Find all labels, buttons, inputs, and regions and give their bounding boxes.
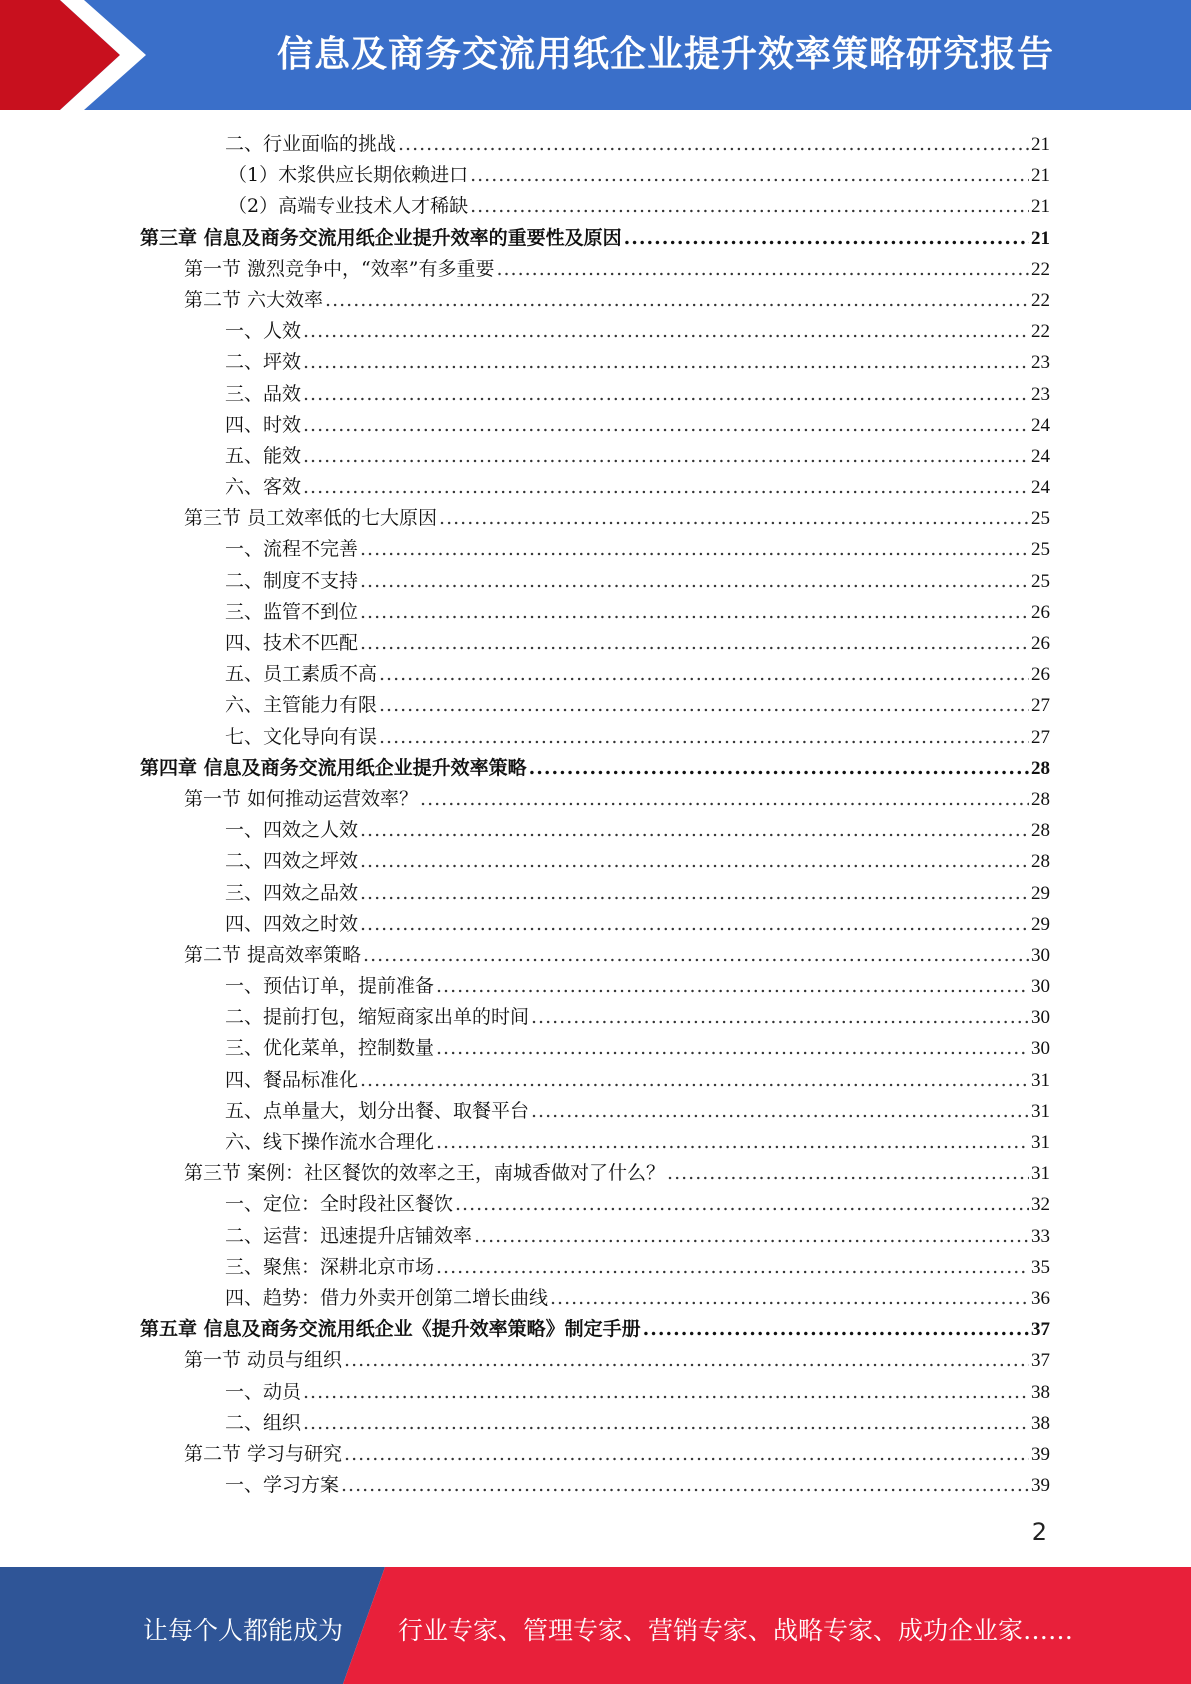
- toc-entry-page: 27: [1031, 695, 1050, 717]
- toc-entry-page: 39: [1031, 1443, 1050, 1465]
- header-banner: [0, 0, 1191, 110]
- toc-entry[interactable]: [140, 597, 1050, 628]
- toc-dot-leader: [531, 1096, 1029, 1127]
- toc-entry-page: 31: [1031, 1100, 1050, 1122]
- toc-dot-leader: [344, 1345, 1029, 1376]
- toc-entry-page: 37: [1031, 1350, 1050, 1372]
- toc-entry-page: 28: [1031, 788, 1050, 810]
- toc-entry-title: 五、能效: [225, 444, 302, 467]
- toc-entry-title: 三、聚焦：深耕北京市场: [225, 1255, 435, 1278]
- toc-dot-leader: [470, 160, 1029, 191]
- toc-entry-page: 28: [1031, 851, 1050, 873]
- toc-entry[interactable]: [140, 1096, 1050, 1127]
- toc-entry-page: 31: [1031, 1132, 1050, 1153]
- table-of-contents: [140, 129, 1050, 1501]
- toc-entry-page: 25: [1031, 539, 1050, 561]
- toc-dot-leader: [436, 1127, 1029, 1158]
- toc-entry-title: 第二节 学习与研究: [184, 1442, 343, 1465]
- toc-entry[interactable]: [140, 846, 1050, 877]
- toc-entry[interactable]: [140, 940, 1050, 971]
- toc-dot-leader: [529, 753, 1029, 784]
- toc-entry-title: 第一节 激烈竞争中，“效率”有多重要: [184, 257, 495, 280]
- toc-entry[interactable]: [140, 1345, 1050, 1376]
- toc-entry-page: 30: [1031, 944, 1050, 966]
- toc-entry-title: 四、四效之时效: [225, 912, 359, 935]
- toc-entry-title: 第一节 如何推动运营效率？: [184, 787, 419, 810]
- toc-dot-leader: [531, 1002, 1029, 1033]
- toc-dot-leader: [303, 472, 1029, 503]
- toc-entry-page: 25: [1031, 570, 1050, 592]
- footer-slogan-right: 行业专家、管理专家、营销专家、战略专家、成功企业家……: [398, 1616, 1074, 1645]
- toc-entry-page: 36: [1031, 1287, 1050, 1309]
- toc-entry[interactable]: [140, 971, 1050, 1002]
- toc-entry[interactable]: [140, 1283, 1050, 1314]
- toc-dot-leader: [360, 1065, 1029, 1096]
- toc-dot-leader: [360, 534, 1029, 565]
- toc-entry[interactable]: [140, 1408, 1050, 1439]
- toc-dot-leader: [303, 410, 1029, 441]
- toc-dot-leader: [303, 1408, 1029, 1439]
- toc-entry-page: 21: [1031, 165, 1050, 187]
- document-title: 信息及商务交流用纸企业提升效率策略研究报告: [276, 34, 1054, 75]
- toc-dot-leader: [325, 285, 1029, 316]
- toc-entry-title: 四、餐品标准化: [225, 1068, 359, 1091]
- toc-entry[interactable]: [140, 503, 1050, 534]
- toc-dot-leader: [379, 659, 1029, 690]
- toc-entry-title: 一、四效之人效: [225, 819, 359, 842]
- toc-entry[interactable]: [140, 566, 1050, 597]
- toc-dot-leader: [363, 940, 1029, 971]
- toc-entry[interactable]: [140, 254, 1050, 285]
- toc-entry[interactable]: [140, 316, 1050, 347]
- toc-entry-title: 第四章 信息及商务交流用纸企业提升效率策略: [140, 756, 527, 779]
- toc-entry-page: 29: [1031, 882, 1050, 904]
- toc-entry[interactable]: [140, 1065, 1050, 1096]
- toc-entry-page: 23: [1031, 383, 1050, 405]
- toc-entry-page: 21: [1031, 227, 1050, 249]
- toc-entry[interactable]: [140, 1470, 1050, 1501]
- toc-dot-leader: [360, 878, 1029, 909]
- toc-entry[interactable]: [140, 1127, 1050, 1158]
- toc-dot-leader: [436, 1252, 1029, 1283]
- toc-entry[interactable]: [140, 753, 1050, 784]
- toc-entry[interactable]: [140, 1158, 1050, 1189]
- toc-entry-page: 27: [1031, 726, 1050, 748]
- toc-entry-page: 35: [1031, 1256, 1050, 1278]
- toc-entry-title: 三、品效: [225, 382, 302, 405]
- toc-entry-page: 26: [1031, 664, 1050, 686]
- toc-entry[interactable]: [140, 1314, 1050, 1345]
- toc-dot-leader: [360, 815, 1029, 846]
- toc-entry-page: 30: [1031, 1007, 1050, 1029]
- footer-slogan-left: 让每个人都能成为: [143, 1616, 344, 1645]
- toc-entry-page: 24: [1031, 414, 1050, 436]
- toc-entry-page: 39: [1031, 1475, 1050, 1497]
- toc-entry-page: 24: [1031, 445, 1050, 467]
- toc-entry-title: 第三节 员工效率低的七大原因: [184, 507, 438, 530]
- toc-entry-title: 六、客效: [225, 476, 302, 499]
- toc-entry[interactable]: [140, 285, 1050, 316]
- toc-entry[interactable]: [140, 784, 1050, 815]
- toc-entry-title: 第二节 提高效率策略: [184, 943, 362, 966]
- toc-entry-title: 五、点单量大，划分出餐、取餐平台: [225, 1099, 530, 1122]
- toc-entry-page: 31: [1031, 1069, 1050, 1091]
- toc-entry-page: 23: [1031, 352, 1050, 374]
- toc-entry-page: 28: [1031, 757, 1050, 779]
- toc-entry[interactable]: [140, 1002, 1050, 1033]
- toc-entry-title: 二、坪效: [225, 351, 302, 374]
- toc-dot-leader: [436, 1033, 1029, 1064]
- toc-dot-leader: [360, 566, 1029, 597]
- toc-entry-page: 30: [1031, 976, 1050, 998]
- toc-dot-leader: [455, 1189, 1029, 1220]
- toc-dot-leader: [436, 971, 1029, 1002]
- toc-entry[interactable]: [140, 347, 1050, 378]
- toc-entry[interactable]: [140, 1221, 1050, 1252]
- toc-entry-title: 三、监管不到位: [225, 600, 359, 623]
- toc-entry-page: 29: [1031, 913, 1050, 935]
- toc-entry-page: 24: [1031, 477, 1050, 499]
- toc-entry-title: 一、定位：全时段社区餐饮: [225, 1193, 454, 1216]
- toc-entry-title: 二、组织: [225, 1411, 302, 1434]
- toc-entry-title: 二、四效之坪效: [225, 850, 359, 873]
- toc-entry-page: 22: [1031, 289, 1050, 311]
- toc-entry[interactable]: [140, 160, 1050, 191]
- toc-entry-page: 38: [1031, 1381, 1050, 1403]
- toc-entry[interactable]: [140, 1252, 1050, 1283]
- toc-entry-title: 一、人效: [225, 320, 302, 343]
- toc-entry-page: 28: [1031, 820, 1050, 842]
- toc-entry-page: 38: [1031, 1412, 1050, 1434]
- toc-dot-leader: [360, 846, 1029, 877]
- toc-dot-leader: [303, 379, 1029, 410]
- toc-dot-leader: [303, 1377, 1029, 1408]
- toc-dot-leader: [474, 1221, 1029, 1252]
- toc-dot-leader: [360, 597, 1029, 628]
- toc-entry-title: 第一节 动员与组织: [184, 1349, 343, 1372]
- toc-entry-title: 三、四效之品效: [225, 881, 359, 904]
- toc-dot-leader: [303, 347, 1029, 378]
- toc-entry-page: 22: [1031, 258, 1050, 280]
- toc-entry-page: 26: [1031, 633, 1050, 654]
- toc-dot-leader: [379, 722, 1029, 753]
- toc-entry-title: 五、员工素质不高: [225, 663, 378, 686]
- toc-entry-page: 37: [1031, 1319, 1050, 1341]
- toc-entry[interactable]: [140, 472, 1050, 503]
- toc-entry-title: 三、优化菜单，控制数量: [225, 1037, 435, 1060]
- toc-entry-title: 四、技术不匹配: [225, 632, 359, 654]
- toc-entry[interactable]: [140, 410, 1050, 441]
- toc-dot-leader: [303, 316, 1029, 347]
- toc-dot-leader: [341, 1470, 1029, 1501]
- toc-entry-title: 一、流程不完善: [225, 538, 359, 561]
- toc-dot-leader: [420, 784, 1029, 815]
- toc-dot-leader: [624, 223, 1029, 254]
- toc-dot-leader: [550, 1283, 1029, 1314]
- toc-entry[interactable]: [140, 815, 1050, 846]
- toc-entry-title: 六、线下操作流水合理化: [225, 1131, 435, 1153]
- toc-entry-title: 第三节 案例：社区餐饮的效率之王，南城香做对了什么？: [184, 1162, 666, 1185]
- toc-dot-leader: [667, 1158, 1029, 1189]
- toc-entry[interactable]: [140, 191, 1050, 222]
- toc-dot-leader: [496, 254, 1029, 285]
- toc-entry[interactable]: [140, 379, 1050, 410]
- toc-entry-title: （2）高端专业技术人才稀缺: [228, 195, 469, 218]
- toc-entry-title: 六、主管能力有限: [225, 694, 378, 717]
- toc-dot-leader: [360, 628, 1029, 659]
- toc-entry-title: 一、预估订单，提前准备: [225, 975, 435, 998]
- toc-entry[interactable]: [140, 878, 1050, 909]
- toc-entry[interactable]: [140, 534, 1050, 565]
- toc-entry[interactable]: [140, 223, 1050, 254]
- toc-entry[interactable]: [140, 909, 1050, 940]
- toc-entry-page: 30: [1031, 1038, 1050, 1060]
- toc-entry[interactable]: [140, 659, 1050, 690]
- toc-dot-leader: [643, 1314, 1029, 1345]
- toc-entry-title: 四、时效: [225, 413, 302, 436]
- toc-entry-title: 七、文化导向有误: [225, 725, 378, 748]
- toc-entry[interactable]: [140, 1439, 1050, 1470]
- toc-entry[interactable]: [140, 1033, 1050, 1064]
- footer-banner: [0, 1567, 1191, 1684]
- toc-entry[interactable]: [140, 1377, 1050, 1408]
- toc-dot-leader: [344, 1439, 1029, 1470]
- toc-entry-title: （1）木浆供应长期依赖进口: [228, 164, 469, 187]
- toc-dot-leader: [398, 129, 1029, 160]
- toc-entry[interactable]: [140, 628, 1050, 659]
- toc-entry-page: 31: [1031, 1163, 1050, 1185]
- toc-entry[interactable]: [140, 690, 1050, 721]
- toc-entry-title: 四、趋势：借力外卖开创第二增长曲线: [225, 1286, 549, 1309]
- toc-entry-title: 一、学习方案: [225, 1474, 340, 1497]
- toc-entry[interactable]: [140, 441, 1050, 472]
- toc-entry-title: 二、制度不支持: [225, 569, 359, 592]
- page-number: 2: [1031, 1518, 1047, 1546]
- toc-entry-page: 26: [1031, 601, 1050, 623]
- toc-dot-leader: [439, 503, 1029, 534]
- toc-dot-leader: [360, 909, 1029, 940]
- toc-entry-page: 33: [1031, 1225, 1050, 1247]
- toc-entry[interactable]: [140, 129, 1050, 160]
- toc-entry-title: 二、提前打包，缩短商家出单的时间: [225, 1006, 530, 1029]
- toc-entry-title: 二、运营：迅速提升店铺效率: [225, 1224, 473, 1247]
- toc-entry-page: 25: [1031, 508, 1050, 530]
- toc-entry[interactable]: [140, 1189, 1050, 1220]
- toc-entry-title: 第五章 信息及商务交流用纸企业《提升效率策略》制定手册: [140, 1318, 641, 1341]
- toc-dot-leader: [379, 690, 1029, 721]
- toc-dot-leader: [303, 441, 1029, 472]
- toc-entry[interactable]: [140, 722, 1050, 753]
- toc-entry-page: 21: [1031, 134, 1050, 155]
- toc-entry-title: 一、动员: [225, 1380, 302, 1403]
- toc-entry-title: 第三章 信息及商务交流用纸企业提升效率的重要性及原因: [140, 226, 622, 249]
- toc-entry-title: 第二节 六大效率: [184, 288, 324, 311]
- toc-entry-page: 22: [1031, 321, 1050, 343]
- toc-entry-page: 21: [1031, 196, 1050, 218]
- toc-dot-leader: [470, 191, 1029, 222]
- toc-entry-page: 32: [1031, 1194, 1050, 1216]
- toc-entry-title: 二、行业面临的挑战: [225, 133, 397, 155]
